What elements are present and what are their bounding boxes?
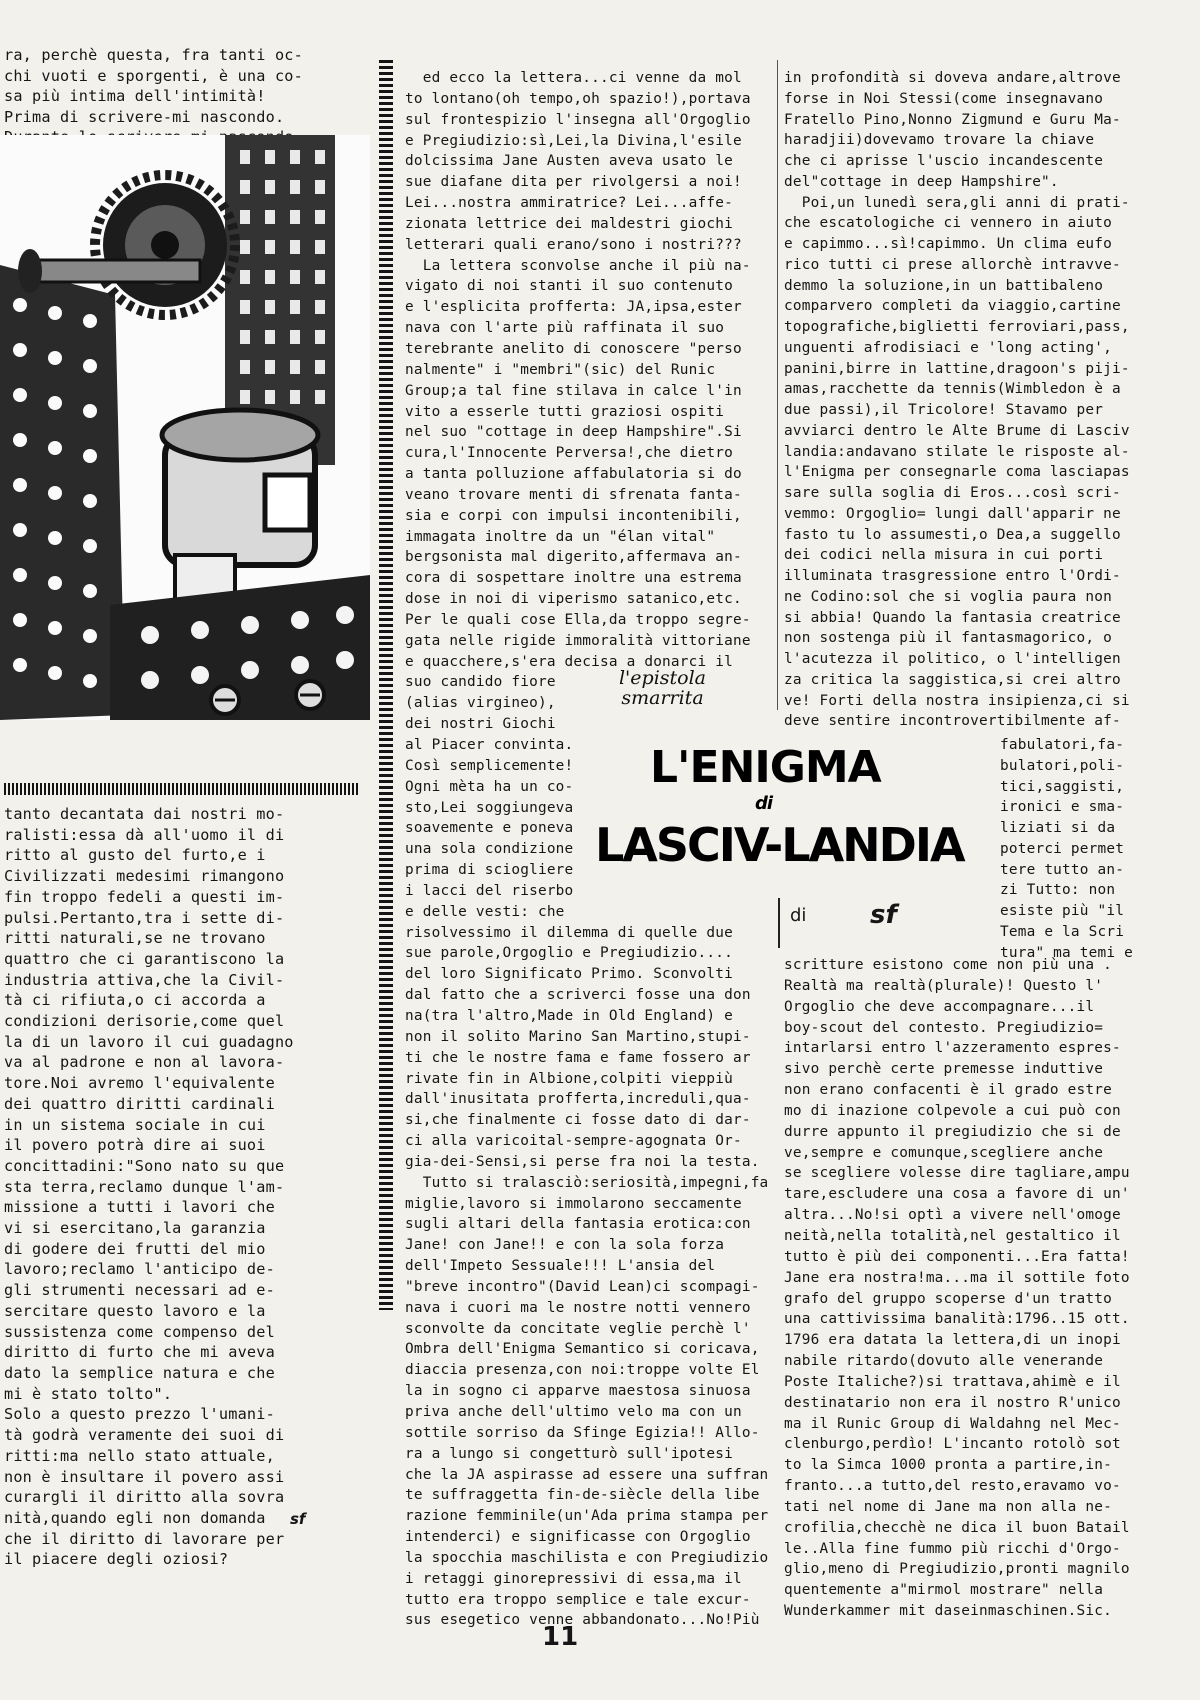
text-line: "breve incontro"(David Lean)ci scompagi-: [405, 1278, 760, 1295]
text-line: haradjii)dovevamo trovare la chiave: [784, 132, 1095, 149]
text-line: ralisti:essa dà all'uomo il di: [4, 825, 285, 844]
text-line: bulatori,poli-: [1000, 757, 1125, 774]
text-line: ed ecco la lettera...ci venne da mol: [405, 70, 742, 86]
text-line: due passi),il Tricolore! Stavamo per: [784, 402, 1104, 418]
text-line: una cattivissima banalità:1796..15 ott.: [784, 1311, 1130, 1328]
text-line: al Piacer convinta.: [405, 737, 574, 753]
text-line: forse in Noi Stessi(come insegnavano: [784, 90, 1104, 107]
text-line: l'Enigma per consegnarle coma lasciapas: [784, 464, 1130, 481]
text-line: (alias virgineo),: [405, 695, 556, 712]
headline-line2: LASCIV-LANDIA: [595, 818, 964, 872]
text-line: bergsonista mal digerito,affermava an-: [405, 549, 742, 566]
text-line: sus esegetico venne abbandonato...No!Più: [405, 1612, 760, 1629]
text-line: ve,sempre e comunque,scegliere anche: [784, 1144, 1104, 1161]
text-line: di godere dei frutti del mio: [4, 1239, 266, 1258]
col1-bottom-signature: sf: [290, 1510, 306, 1528]
text-line: quentemente a"mirmol mostrare" nella: [784, 1582, 1104, 1599]
text-line: tà godrà veramente dei suoi di: [4, 1426, 285, 1445]
text-line: landia:andavano stilate le risposte al-: [784, 443, 1130, 460]
text-line: scritture esistono come non più una .: [784, 957, 1112, 973]
text-line: mo di inazione colpevole a cui può con: [784, 1102, 1121, 1119]
text-line: prima di sciogliere: [405, 862, 574, 879]
text-line: sottile sorriso da Sfinge Egizia!! Allo-: [405, 1424, 760, 1441]
text-line: ve! Forti della nostra insipienza,ci si: [784, 692, 1130, 709]
text-line: ritto al gusto del furto,e i: [4, 846, 266, 865]
text-line: concittadini:"Sono nato su que: [4, 1156, 285, 1175]
text-line: unguenti afrodisiaci e 'long acting',: [784, 339, 1112, 356]
page-number: 11: [542, 1622, 579, 1652]
text-line: sugli altari della fantasia erotica:con: [405, 1216, 751, 1233]
text-line: il povero potrà dire ai suoi: [4, 1136, 266, 1155]
text-line: industria attiva,che la Civil-: [4, 970, 285, 989]
text-line: la di un lavoro il cui guadagno: [4, 1032, 294, 1051]
text-line: tere tutto an-: [1000, 861, 1125, 878]
text-line: ritti:ma nello stato attuale,: [4, 1446, 275, 1465]
text-line: Così semplicemente!: [405, 757, 574, 774]
text-line: demmo la soluzione,in un battibaleno: [784, 277, 1104, 294]
text-line: soavemente e poneva: [405, 820, 574, 837]
text-line: la in sogno ci apparve maestosa sinuosa: [405, 1383, 751, 1400]
text-line: a tanta polluzione affabulatoria si do: [405, 466, 742, 483]
vertical-ornament-bar: [379, 60, 393, 1310]
text-line: chi vuoti e sporgenti, è una co-: [4, 66, 303, 85]
byline-di: di: [790, 905, 807, 926]
col3-narrow-text: [1000, 735, 1133, 963]
text-line: Per le quali cose Ella,da troppo segre-: [405, 611, 751, 628]
text-line: Lei...nostra ammiratrice? Lei...affe-: [405, 195, 733, 212]
text-line: zi Tutto: non: [1000, 882, 1116, 899]
text-line: missione a tutti i lavori che: [4, 1198, 275, 1217]
text-line: Ombra dell'Enigma Semantico si coricava,: [405, 1341, 760, 1358]
text-line: non erano confacenti è il grado estre: [784, 1082, 1112, 1099]
text-line: zionata lettrice dei maldestri giochi: [405, 215, 733, 232]
headline-connector: di: [755, 793, 773, 814]
text-line: che la JA aspirasse ad essere una suffran: [405, 1466, 769, 1483]
text-line: diaccia presenza,con noi:troppe volte El: [405, 1362, 760, 1379]
text-line: za critica la saggistica,si crei altro: [784, 671, 1121, 688]
text-line: dato la semplice natura e che: [4, 1363, 275, 1382]
text-line: cura,l'Innocente Perversa!,che dietro: [405, 445, 733, 462]
horizontal-ornament-bar: [4, 783, 359, 795]
text-line: miglie,lavoro si immolarono seccamente: [405, 1195, 742, 1212]
text-line: dei quattro diritti cardinali: [4, 1094, 275, 1113]
text-line: che ci aprisse l'uscio incandescente: [784, 153, 1104, 169]
text-line: dall'inusitata profferta,increduli,qua-: [405, 1091, 751, 1108]
text-line: dolcissima Jane Austen aveva usato le: [405, 153, 733, 170]
text-line: altra...No!si optì a vivere nell'omoge: [784, 1207, 1121, 1224]
text-line: fasto tu lo assumesti,o Dea,a suggello: [784, 526, 1121, 543]
text-line: lavoro;reclamo l'anticipo de-: [4, 1260, 275, 1279]
text-line: una sola condizione: [405, 841, 574, 858]
text-line: si,che finalmente ci fosse dato di dar-: [405, 1112, 751, 1129]
text-line: sussistenza come compenso del: [4, 1322, 275, 1341]
text-line: franto...a tutto,del resto,eravamo vo-: [784, 1478, 1121, 1495]
text-line: Civilizzati medesimi rimangono: [4, 867, 285, 886]
text-line: te suffraggetta fin-de-siècle della libe: [405, 1487, 760, 1504]
text-line: Tema e la Scri: [1000, 923, 1125, 940]
text-line: vigato di noi stanti il suo contenuto: [405, 278, 733, 295]
text-line: dose in noi di viperismo satanico,etc.: [405, 591, 742, 608]
text-line: la spocchia maschilista e con Pregiudizio: [405, 1549, 769, 1566]
byline-divider: [778, 898, 780, 948]
text-line: tà ci rifiuta,o ci accorda a: [4, 991, 266, 1010]
text-line: tura" ma temi e: [1000, 944, 1133, 961]
epistola-label: [610, 668, 715, 708]
col3-bottom-text: [784, 955, 1130, 1622]
text-line: durre appunto il pregiudizio che si de: [784, 1123, 1121, 1140]
column-divider: [777, 60, 778, 710]
text-line: sul frontespizio l'insegna all'Orgoglio: [405, 111, 751, 128]
text-line: e quacchere,s'era decisa a donarci il: [405, 653, 733, 670]
text-line: Fratello Pino,Nonno Zigmund e Guru Ma-: [784, 111, 1121, 128]
text-line: gli strumenti necessari ad e-: [4, 1281, 275, 1300]
headline-line1: L'ENIGMA: [650, 742, 881, 793]
text-line: comparvero completi da viaggio,cartine: [784, 298, 1121, 315]
text-line: e Pregiudizio:sì,Lei,la Divina,l'esile: [405, 132, 742, 149]
text-line: le..Alla fine fummo più ricchi d'Orgo-: [784, 1540, 1121, 1557]
text-line: Solo a questo prezzo l'umani-: [4, 1405, 275, 1424]
text-line: quattro che ci garantiscono la: [4, 949, 285, 968]
text-line: sue parole,Orgoglio e Pregiudizio....: [405, 945, 733, 962]
text-line: tutto era troppo semplice e tale excur-: [405, 1591, 751, 1608]
text-line: sare sulla soglia di Eros...così scri-: [784, 485, 1121, 501]
text-line: 1796 era datata la lettera,di un inopi: [784, 1332, 1121, 1349]
text-line: nel suo "cottage in deep Hampshire".Si: [405, 424, 742, 441]
text-line: nabile ritardo(dovuto alle venerande: [784, 1353, 1104, 1370]
text-line: ma il Runic Group di Waldahng nel Mec-: [784, 1415, 1121, 1432]
text-line: che il diritto di lavorare per: [4, 1529, 285, 1548]
text-line: Tutto si tralasciò:seriosità,impegni,fa: [405, 1174, 769, 1191]
text-line: Orgoglio che deve accompagnare...il: [784, 998, 1095, 1015]
text-line: i retaggi ginorepressivi di essa,ma il: [405, 1570, 742, 1587]
text-line: illuminata trasgressione entro l'Ordi-: [784, 568, 1121, 584]
col3-text: [784, 68, 1130, 732]
text-line: si abbia! Quando la fantasia creatrice: [784, 609, 1121, 626]
epistola-line1: l'epistola: [618, 667, 706, 689]
text-line: il piacere degli oziosi?: [4, 1550, 229, 1569]
text-line: suo candido fiore: [405, 674, 556, 691]
text-line: tici,saggisti,: [1000, 778, 1125, 795]
text-line: che escatologiche ci vennero in aiuto: [784, 215, 1112, 232]
text-line: grafo del gruppo scoperse d'un tratto: [784, 1290, 1112, 1307]
text-line: e l'esplicita profferta: JA,ipsa,ester: [405, 299, 742, 316]
text-line: non il solito Marino San Martino,stupi-: [405, 1028, 751, 1045]
text-line: letterari quali erano/sono i nostri???: [405, 236, 742, 253]
text-line: ti che le nostre fama e fame fossero ar: [405, 1049, 751, 1066]
text-line: sia e corpi con impulsi incontenibili,: [405, 507, 742, 524]
text-line: Group;a tal fine stilava in calce l'in: [405, 382, 742, 399]
text-line: neità,nella totalità,nel gestaltico il: [784, 1227, 1121, 1244]
byline-author: sf: [870, 900, 897, 930]
text-line: del"cottage in deep Hampshire".: [784, 173, 1059, 190]
text-line: Prima di scrivere-mi nascondo.: [4, 107, 285, 126]
text-line: tutto è più dei componenti...Era fatta!: [784, 1248, 1130, 1265]
text-line: nalmente" i "membri"(sic) del Runic: [405, 361, 716, 378]
text-line: diritto di furto che mi aveva: [4, 1343, 275, 1362]
text-line: va al padrone e non al lavora-: [4, 1053, 285, 1072]
text-line: intenderci) e significasse con Orgoglio: [405, 1529, 751, 1546]
text-line: intarlarsi entro l'azzeramento espres-: [784, 1040, 1121, 1057]
text-line: se scegliere volesse dire tagliare,ampu: [784, 1165, 1130, 1182]
text-line: ra, perchè questa, fra tanti oc-: [4, 46, 303, 64]
text-line: esiste più "il: [1000, 903, 1125, 919]
text-line: dell'Impeto Sessuale!!! L'ansia del: [405, 1258, 716, 1275]
text-line: non è insultare il povero assi: [4, 1467, 285, 1486]
text-line: crofilia,checchè ne dica il buon Batail: [784, 1519, 1130, 1536]
text-line: vito a esserle tutti graziosi ospiti: [405, 403, 725, 420]
text-line: tore.Noi avremo l'equivalente: [4, 1074, 275, 1093]
text-line: dei nostri Giochi: [405, 716, 556, 733]
text-line: to lontano(oh tempo,oh spazio!),portava: [405, 90, 751, 107]
text-line: Jane era nostra!ma...ma il sottile foto: [784, 1269, 1130, 1286]
text-line: non sostenga più il fantasmagorico, o: [784, 630, 1112, 647]
text-line: risolvessimo il dilemma di quelle due: [405, 924, 733, 941]
text-line: veano trovare menti di sfrenata fanta-: [405, 486, 742, 503]
text-line: ritti naturali,se ne trovano: [4, 929, 266, 948]
text-line: dei codici nella misura in cui porti: [784, 547, 1104, 564]
text-line: in un sistema sociale in cui: [4, 1115, 266, 1134]
text-line: rivate fin in Albione,colpiti vieppiù: [405, 1070, 733, 1087]
text-line: liziati si da: [1000, 820, 1116, 836]
text-line: in profondità si doveva andare,altrove: [784, 70, 1121, 86]
text-line: Jane! con Jane!! e con la sola forza: [405, 1237, 725, 1254]
text-line: gia-dei-Sensi,si perse fra noi la testa.: [405, 1153, 760, 1170]
text-line: Realtà ma realtà(plurale)! Questo l': [784, 977, 1104, 994]
text-line: tanto decantata dai nostri mo-: [4, 805, 285, 823]
text-line: i lacci del riserbo: [405, 882, 574, 899]
text-line: vemmo: Orgoglio= lungi dall'apparir ne: [784, 505, 1121, 522]
text-line: sivo perchè certe premesse induttive: [784, 1061, 1104, 1078]
text-line: priva anche dell'ultimo velo ma con un: [405, 1404, 742, 1420]
text-line: rico tutti ci prese allorchè intravve-: [784, 256, 1121, 273]
text-line: dal fatto che a scriverci fosse una don: [405, 987, 751, 1004]
text-line: to la Simca 1000 pronta a partire,in-: [784, 1457, 1112, 1474]
text-line: sercitare questo lavoro e la: [4, 1301, 266, 1320]
text-line: glio,meno di Pregiudizio,pronti magnilo: [784, 1561, 1130, 1578]
text-line: Wunderkammer mit daseinmaschinen.Sic.: [784, 1603, 1112, 1620]
text-line: condizioni derisorie,come quel: [4, 1012, 285, 1031]
text-line: curargli il diritto alla sovra: [4, 1488, 285, 1507]
text-line: deve sentire incontrovertibilmente af-: [784, 713, 1121, 730]
text-line: boy-scout del contesto. Pregiudizio=: [784, 1019, 1104, 1036]
text-line: nità,quando egli non domanda: [4, 1508, 266, 1527]
text-line: fabulatori,fa-: [1000, 737, 1125, 753]
text-line: l'acutezza il politico, o l'intelligen: [784, 651, 1121, 667]
text-line: Poste Italiche?)si trattava,ahimè e il: [784, 1373, 1121, 1390]
text-line: La lettera sconvolse anche il più na-: [405, 257, 751, 274]
text-line: sa più intima dell'intimità!: [4, 87, 266, 106]
text-line: tare,escludere una cosa a favore di un': [784, 1186, 1130, 1203]
text-line: destinatario non era il nostro R'unico: [784, 1394, 1121, 1411]
machine-illustration: [0, 135, 370, 720]
text-line: del loro Significato Primo. Sconvolti: [405, 966, 733, 983]
text-line: Ogni mèta ha un co-: [405, 778, 574, 795]
col1-bottom-text: [4, 804, 294, 1570]
text-line: pulsi.Pertanto,tra i sette di-: [4, 908, 285, 927]
text-line: sconvolte da concitate veglie perchè l': [405, 1320, 751, 1337]
text-line: cora di sospettare inoltre una estrema: [405, 570, 742, 587]
text-line: tati nel nome di Jane ma non alla ne-: [784, 1498, 1112, 1515]
text-line: nava i cuori ma le nostre notti vennero: [405, 1299, 751, 1316]
text-line: terebrante anelito di conoscere "perso: [405, 340, 742, 357]
text-line: vi si esercitano,la garanzia: [4, 1219, 266, 1238]
text-line: clenburgo,perdìo! L'incanto rotolò sot: [784, 1436, 1121, 1453]
text-line: ci alla varicoital-sempre-agognata Or-: [405, 1133, 742, 1150]
text-line: gata nelle rigide immoralità vittoriane: [405, 632, 751, 649]
text-line: e capimmo...sì!capimmo. Un clima eufo: [784, 236, 1112, 252]
text-line: amas,racchette da tennis(Wimbledon è a: [784, 381, 1121, 398]
text-line: fin troppo fedeli a questi im-: [4, 887, 285, 906]
text-line: topografiche,biglietti ferroviari,pass,: [784, 319, 1130, 335]
text-line: mi è stato tolto".: [4, 1384, 173, 1403]
text-line: nava con l'arte più raffinata il suo: [405, 320, 725, 337]
text-line: Poi,un lunedì sera,gli anni di prati-: [784, 194, 1130, 211]
text-line: na(tra l'altro,Made in Old England) e: [405, 1007, 733, 1024]
text-line: ironici e sma-: [1000, 799, 1125, 816]
text-line: sue diafane dita per rivolgersi a noi!: [405, 174, 742, 191]
text-line: e delle vesti: che: [405, 903, 565, 920]
text-line: panini,birre in lattine,dragoon's piji-: [784, 360, 1130, 377]
text-line: ne Codino:sol che si voglia paura non: [784, 588, 1112, 605]
text-line: ra a lungo si congetturò sull'ipotesi: [405, 1445, 733, 1462]
text-line: immagata inoltre da un "élan vital": [405, 528, 716, 545]
text-line: poterci permet: [1000, 840, 1125, 857]
text-line: razione femminile(un'Ada prima stampa per: [405, 1508, 769, 1525]
text-line: sta terra,reclamo dunque l'am-: [4, 1177, 285, 1196]
epistola-line2: smarrita: [621, 687, 704, 709]
text-line: avviarci dentro le Alte Brume di Lasciv: [784, 422, 1130, 439]
text-line: sto,Lei soggiungeva: [405, 799, 574, 816]
